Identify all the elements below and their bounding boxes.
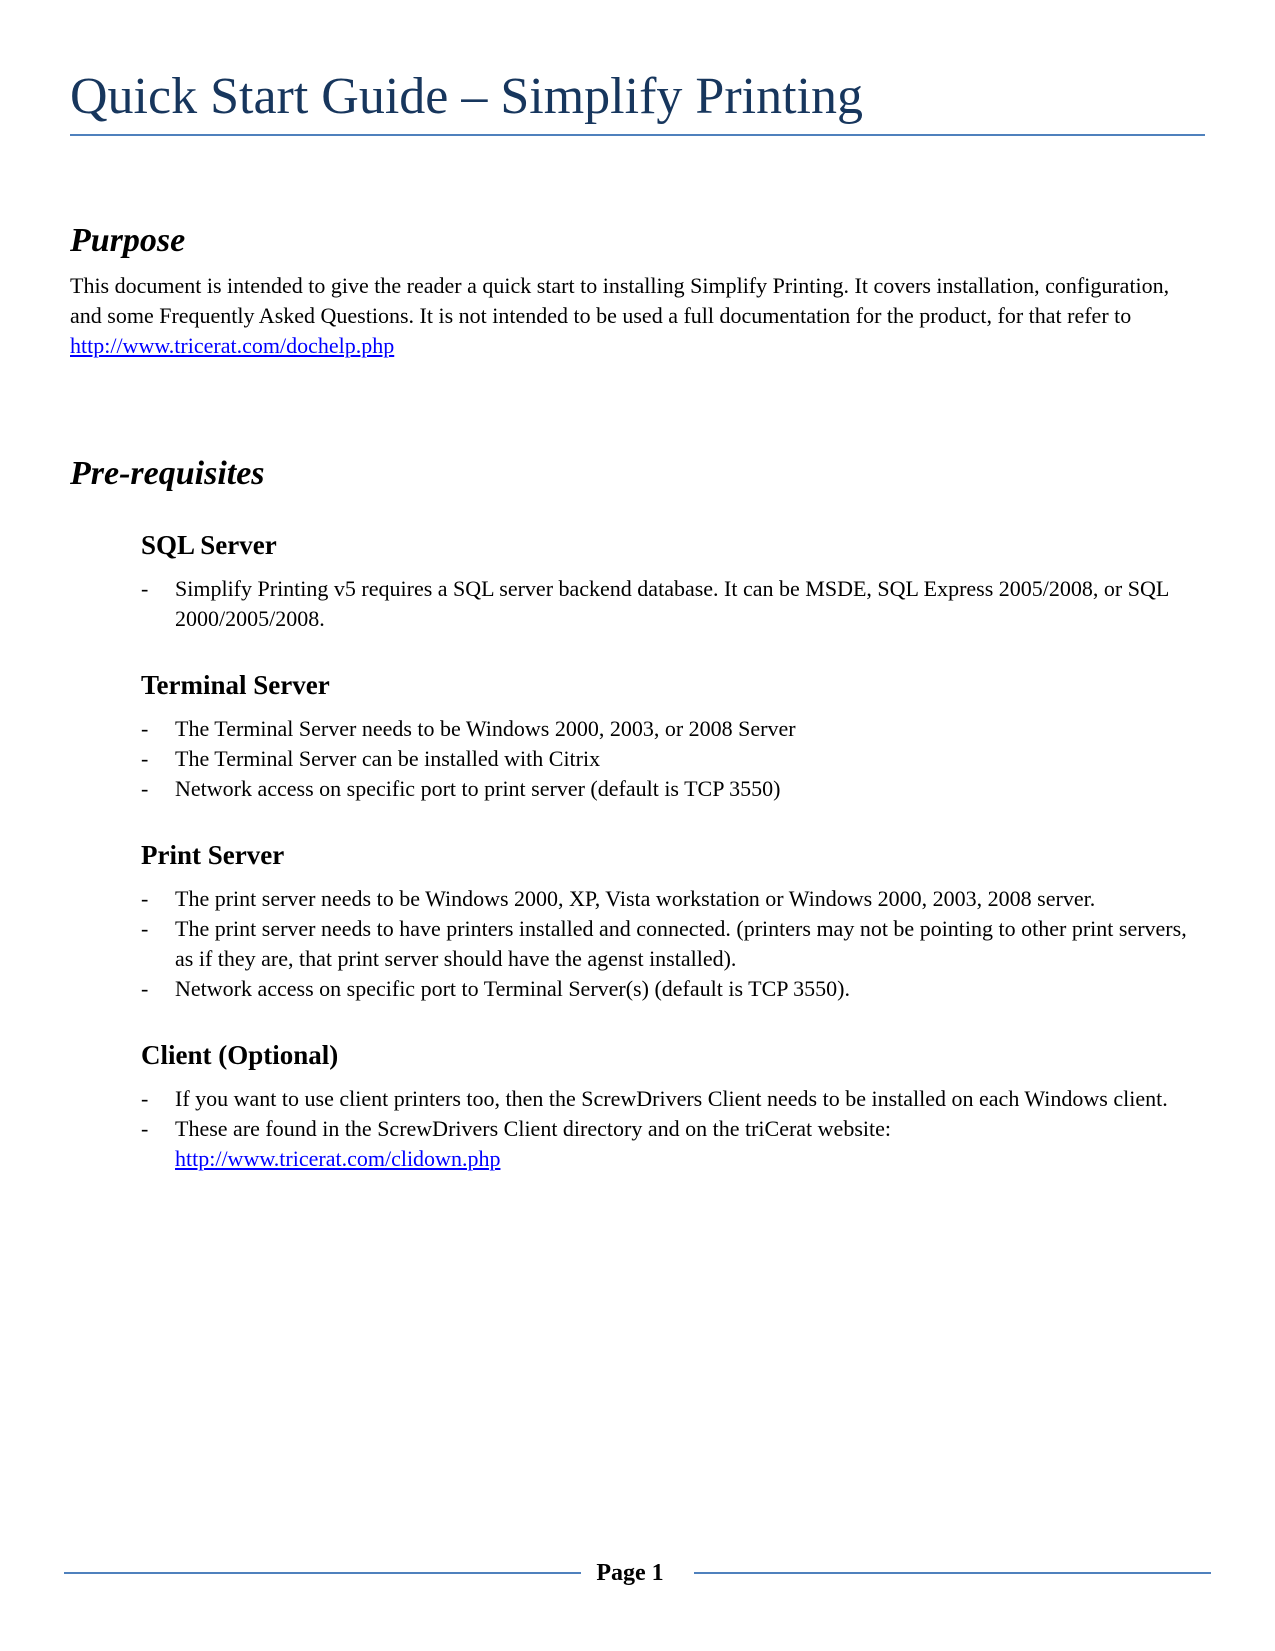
bullet-text: If you want to use client printers too, then the ScrewDrivers Client needs to be installed on each Windows client. — [175, 1086, 1168, 1111]
footer-divider-left — [64, 1572, 581, 1574]
sql-server-heading: SQL Server — [141, 530, 277, 560]
bullet-text: Simplify Printing v5 requires a SQL server backend database. It can be MSDE, SQL Express 2005/2008, or SQL 2000/2005/2008. — [175, 576, 1169, 631]
bullet-item — [141, 1114, 1205, 1174]
bullet-text-line: These are found in the ScrewDrivers Client directory and on the triCerat website: — [175, 1116, 891, 1141]
bullet-item — [141, 774, 1205, 804]
prerequisites-heading: Pre-requisites — [70, 455, 265, 492]
bullet-text: The print server needs to be Windows 2000, XP, Vista workstation or Windows 2000, 2003, 2008 server. — [175, 886, 1096, 911]
bullet-text — [175, 1114, 1205, 1174]
bullet-dash: - — [141, 776, 149, 801]
bullet-item — [141, 714, 1205, 744]
bullet-dash: - — [141, 1086, 149, 1111]
bullet-dash: - — [141, 746, 149, 771]
title-divider — [70, 134, 1205, 136]
clidown-link[interactable]: http://www.tricerat.com/clidown.php — [175, 1146, 501, 1171]
print-server-heading: Print Server — [141, 840, 285, 870]
bullet-item — [141, 1084, 1205, 1114]
page-number: Page 1 — [596, 1560, 664, 1586]
client-heading: Client (Optional) — [141, 1040, 339, 1070]
bullet-text: The Terminal Server can be installed with Citrix — [175, 746, 601, 771]
bullet-text: Network access on specific port to print server (default is TCP 3550) — [175, 776, 781, 801]
bullet-item — [141, 974, 1205, 1004]
purpose-section — [70, 220, 1205, 361]
purpose-heading: Purpose — [70, 222, 186, 259]
subsection-client — [70, 1038, 1205, 1174]
prerequisites-section — [70, 453, 1205, 1174]
subsection-sql-server — [70, 528, 1205, 634]
bullet-item — [141, 744, 1205, 774]
bullet-dash: - — [141, 916, 149, 941]
page-title: Quick Start Guide – Simplify Printing — [70, 68, 863, 125]
bullet-dash: - — [141, 886, 149, 911]
subsection-terminal-server — [70, 668, 1205, 804]
subsection-print-server — [70, 838, 1205, 1004]
bullet-dash: - — [141, 1116, 149, 1141]
bullet-dash: - — [141, 976, 149, 1001]
footer-divider-right — [694, 1572, 1211, 1574]
client-bullets — [141, 1084, 1205, 1174]
dochelp-link[interactable]: http://www.tricerat.com/dochelp.php — [70, 333, 395, 358]
terminal-server-bullets — [141, 714, 1205, 804]
bullet-text: The print server needs to have printers installed and connected. (printers may not be pointing to other print servers, as if they are, that print server should have the agenst installed). — [175, 916, 1187, 971]
bullet-item — [141, 574, 1205, 634]
print-server-bullets — [141, 884, 1205, 1004]
purpose-text: This document is intended to give the reader a quick start to installing Simplify Printing. It covers installation, configuration, and some Frequently Asked Questions. It is not intended to be used a full documentation for the product, for that refer to — [70, 273, 1170, 328]
bullet-text: The Terminal Server needs to be Windows 2000, 2003, or 2008 Server — [175, 716, 796, 741]
bullet-dash: - — [141, 576, 149, 601]
bullet-item — [141, 884, 1205, 914]
bullet-item — [141, 914, 1205, 974]
bullet-text: Network access on specific port to Terminal Server(s) (default is TCP 3550). — [175, 976, 850, 1001]
bullet-dash: - — [141, 716, 149, 741]
page-footer — [64, 1558, 1211, 1588]
terminal-server-heading: Terminal Server — [141, 670, 330, 700]
purpose-paragraph — [70, 271, 1205, 361]
sql-server-bullets — [141, 574, 1205, 634]
